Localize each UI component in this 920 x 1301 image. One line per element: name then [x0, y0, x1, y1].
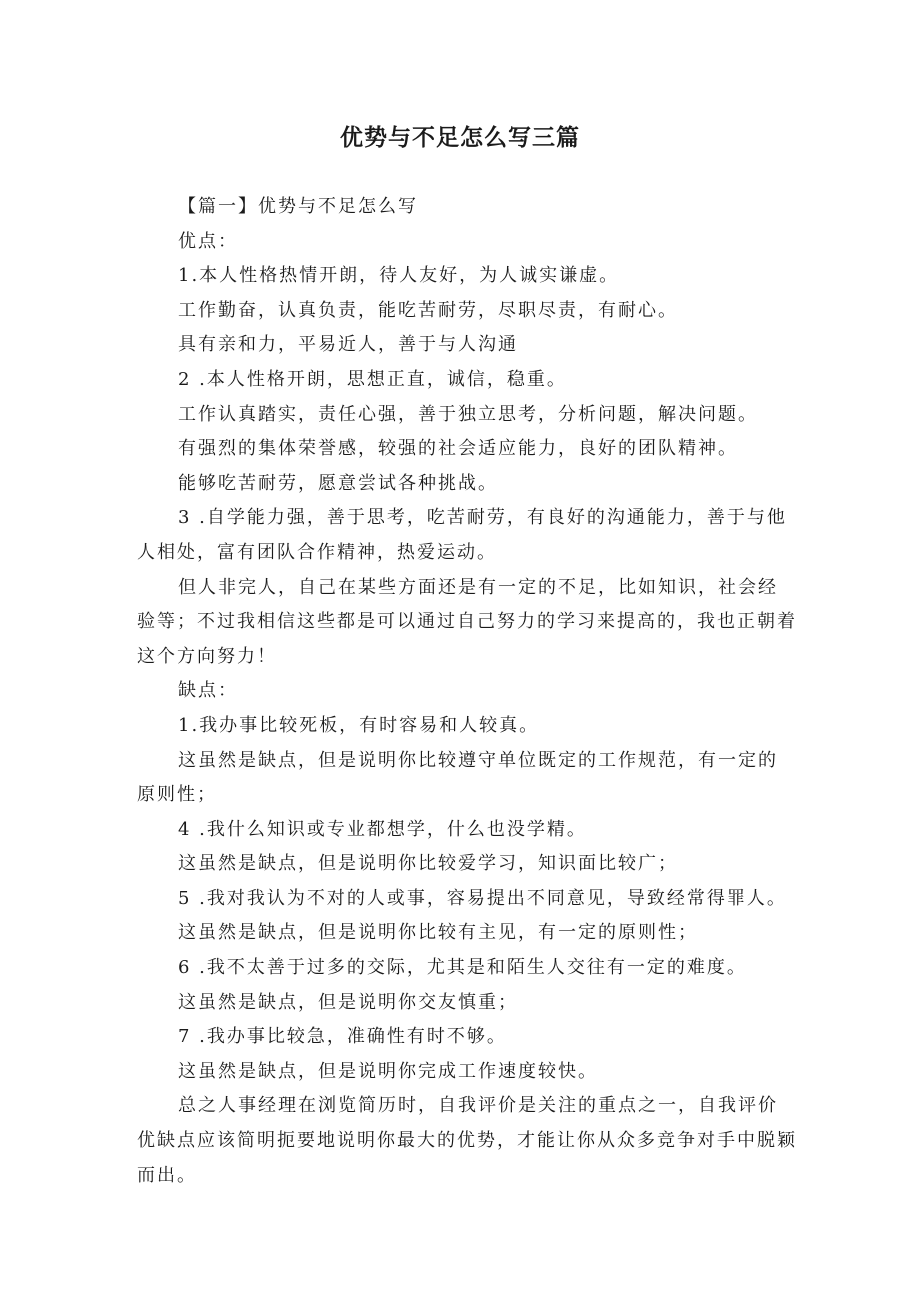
section-heading: 【篇一】优势与不足怎么写: [178, 196, 418, 217]
paragraph: 这虽然是缺点，但是说明你比较遵守单位既定的工作规范，有一定的原则性；: [137, 749, 778, 806]
paragraph: 这虽然是缺点，但是说明你比较爱学习，知识面比较广；: [178, 853, 678, 875]
paragraph: 4 .我什么知识或专业都想学，什么也没学精。: [178, 818, 587, 840]
paragraph: 3 .自学能力强，善于思考，吃苦耐劳，有良好的沟通能力，善于与他人相处，富有团队合作精神，热爱运动。: [137, 507, 787, 563]
weaknesses-label: 缺点：: [178, 680, 238, 702]
paragraph: 这虽然是缺点，但是说明你完成工作速度较快。: [178, 1060, 598, 1082]
paragraph: 1.我办事比较死板，有时容易和人较真。: [178, 714, 540, 736]
paragraph: 2 .本人性格开朗，思想正直，诚信，稳重。: [178, 368, 567, 390]
paragraph: 工作认真踏实，责任心强，善于独立思考，分析问题，解决问题。: [178, 403, 758, 425]
paragraph: 7 .我办事比较急，准确性有时不够。: [178, 1026, 507, 1048]
paragraph: 6 .我不太善于过多的交际，尤其是和陌生人交往有一定的难度。: [178, 957, 747, 979]
paragraph: 具有亲和力，平易近人，善于与人沟通: [178, 334, 518, 356]
paragraph: 1.本人性格热情开朗，待人友好，为人诚实谦虚。: [178, 265, 620, 287]
document-title: 优势与不足怎么写三篇: [340, 125, 580, 151]
paragraph: 这虽然是缺点，但是说明你比较有主见，有一定的原则性；: [178, 922, 698, 944]
document-body: [137, 190, 797, 1193]
paragraph: 能够吃苦耐劳，愿意尝试各种挑战。: [178, 472, 498, 494]
strengths-label: 优点：: [178, 230, 238, 252]
paragraph: 工作勤奋，认真负责，能吃苦耐劳，尽职尽责，有耐心。: [178, 299, 678, 321]
paragraph: 5 .我对我认为不对的人或事，容易提出不同意见，导致经常得罪人。: [178, 887, 787, 909]
paragraph: 有强烈的集体荣誉感，较强的社会适应能力，良好的团队精神。: [178, 438, 738, 460]
conclusion-paragraph: 总之人事经理在浏览简历时，自我评价是关注的重点之一，自我评价优缺点应该简明扼要地说明你最大的优势，才能让你从众多竞争对手中脱颖而出。: [137, 1095, 797, 1186]
paragraph: 这虽然是缺点，但是说明你交友慎重；: [178, 991, 518, 1013]
paragraph: 但人非完人，自己在某些方面还是有一定的不足，比如知识，社会经验等；不过我相信这些都是可以通过自己努力的学习来提高的，我也正朝着这个方向努力！: [137, 576, 797, 667]
